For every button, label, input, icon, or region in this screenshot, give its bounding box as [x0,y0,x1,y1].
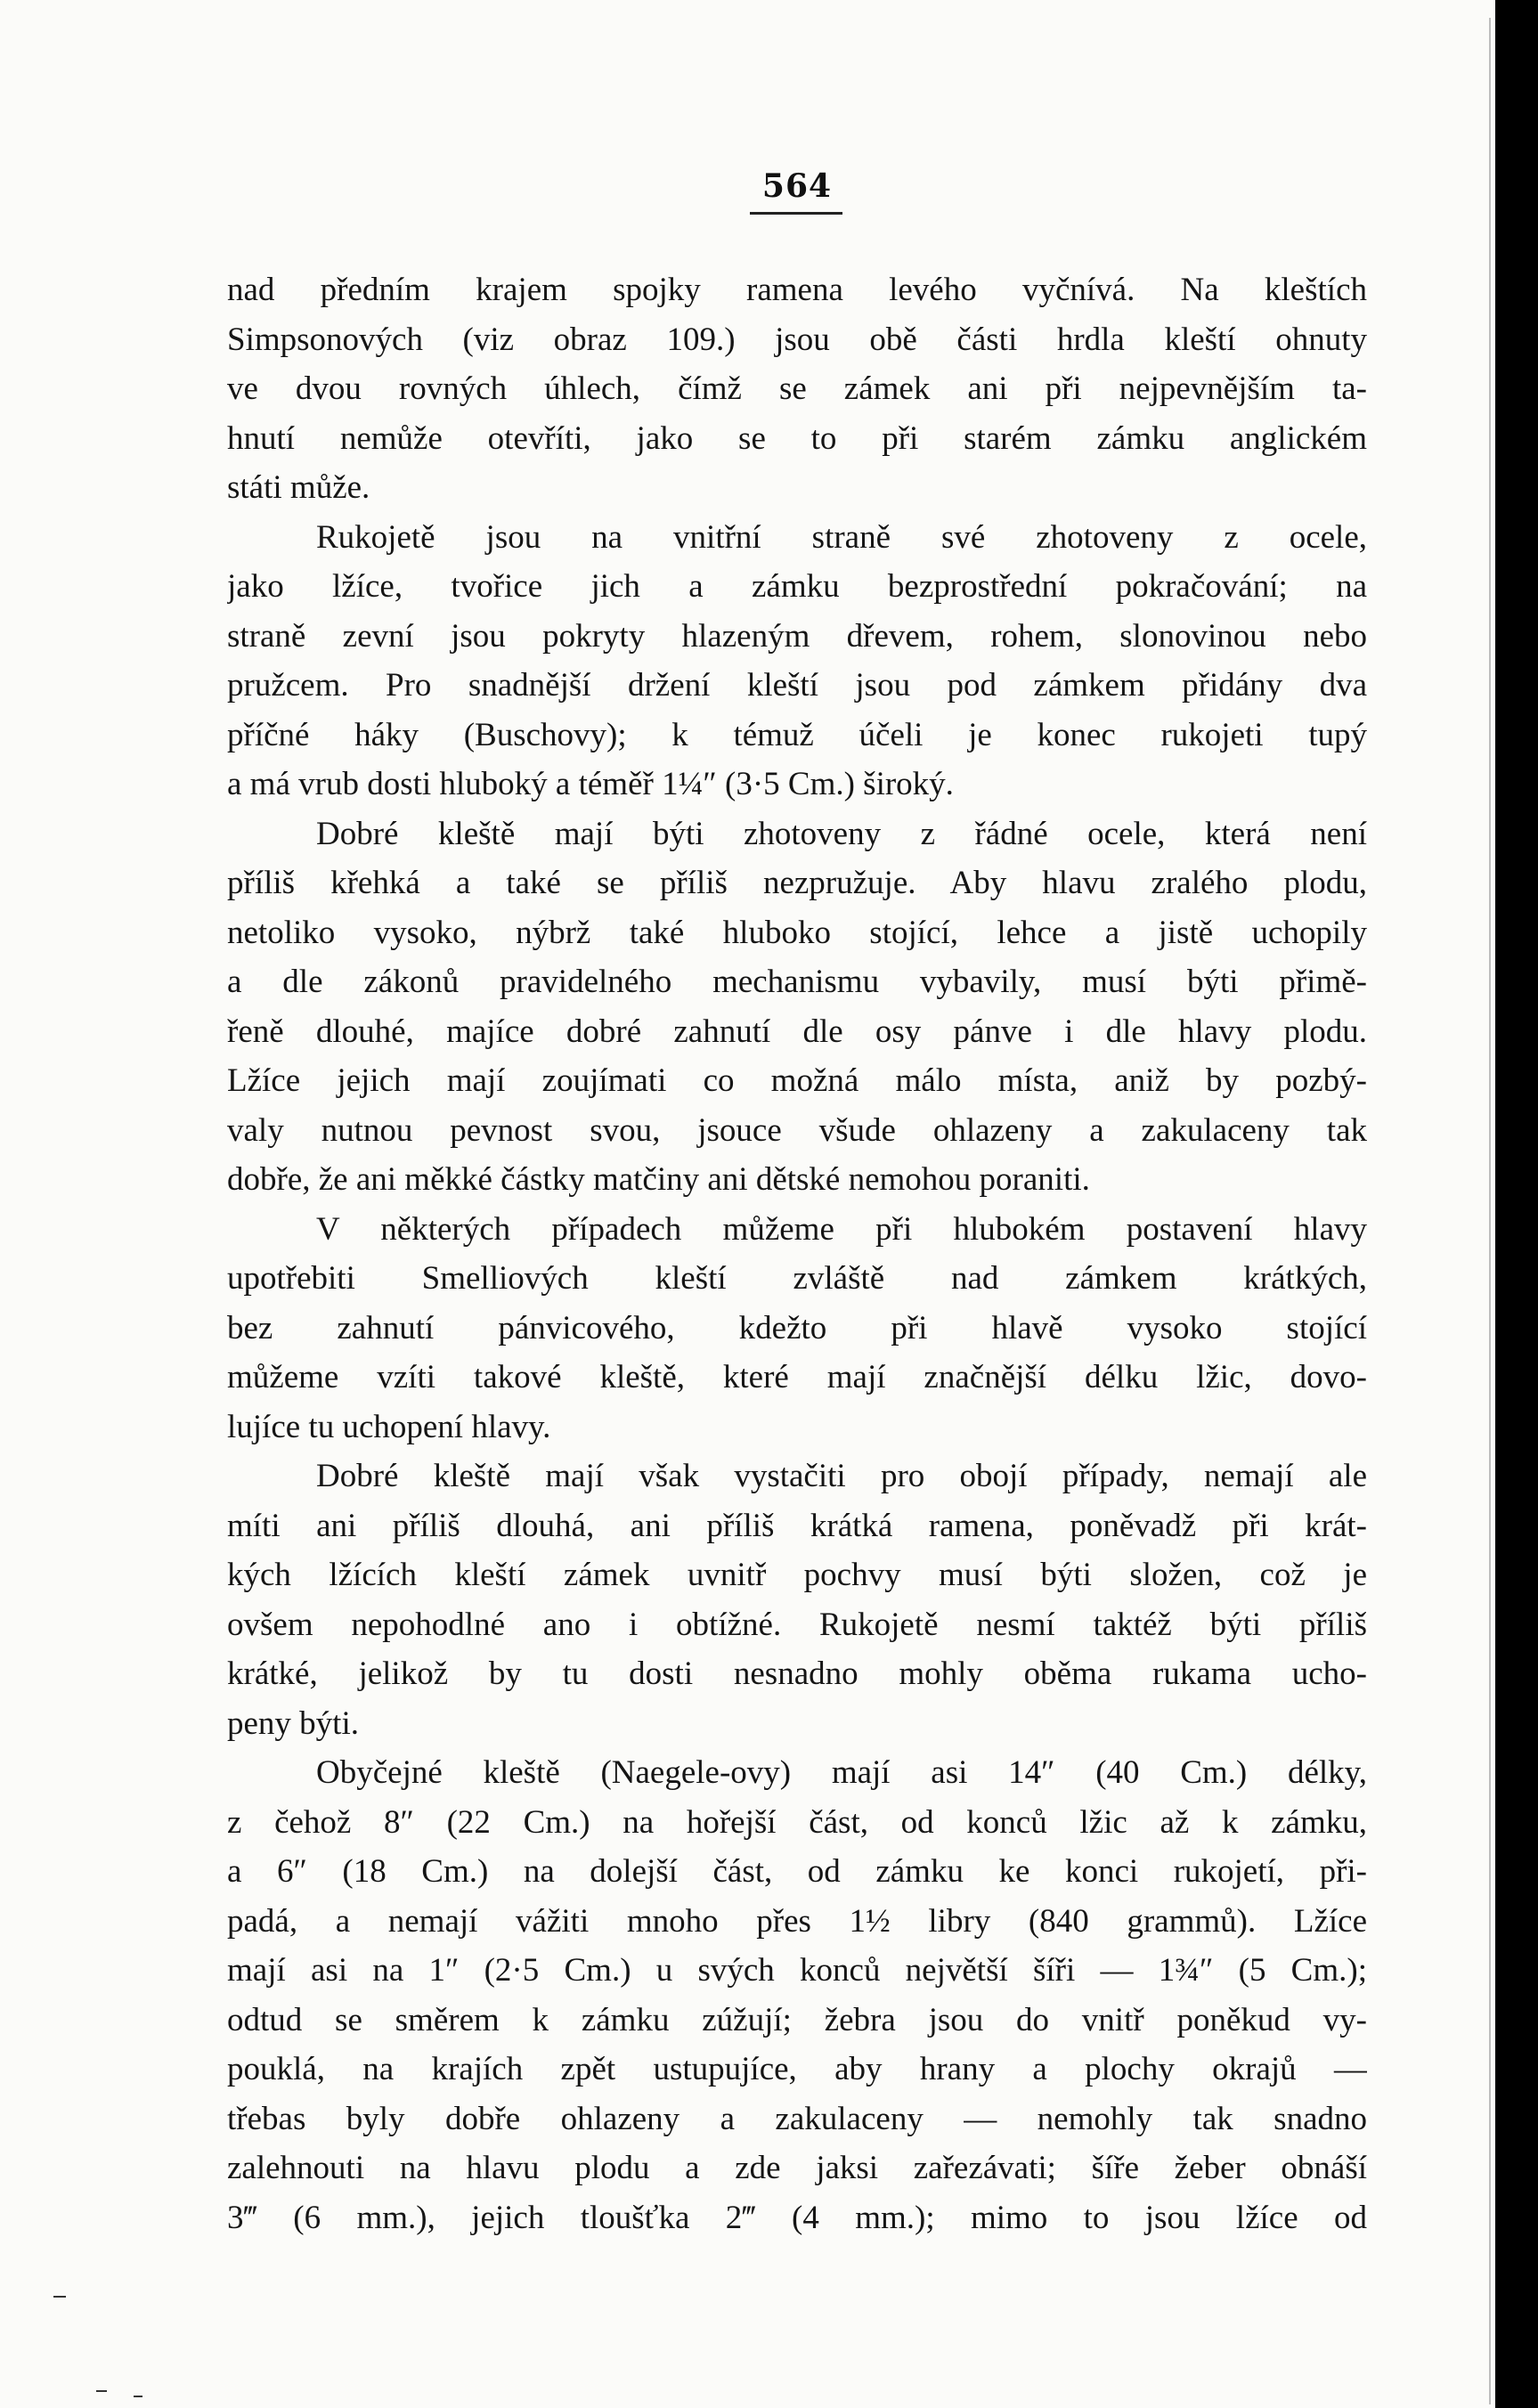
text-line: zalehnouti na hlavu plodu a zde jaksi zařezávati; šíře žeber obnáší [227,2150,1367,2186]
text-line: Dobré kleště mají však vystačiti pro obojí případy, nemají ale [316,1458,1367,1494]
text-line: ovšem nepohodlné ano i obtížné. Rukojetě nesmí taktéž býti příliš [227,1606,1367,1643]
text-line: V některých případech můžeme při hlubokém postavení hlavy [316,1210,1367,1248]
text-line: příčné háky (Buschovy); k témuž účeli je konec rukojeti tupý [227,716,1367,753]
text-line: Dobré kleště mají býti zhotoveny z řádné ocele, která není [316,815,1367,852]
scan-speck-mark [53,2296,66,2298]
text-line: pouklá, na krajích zpět ustupujíce, aby hrany a plochy okrajů — [227,2051,1367,2087]
text-line: Rukojetě jsou na vnitřní straně své zhotoveny z ocele, [316,518,1367,556]
text-line: ve dvou rovných úhlech, čímž se zámek ani při nejpevnějším ta- [227,370,1367,407]
body-text [227,265,1367,2242]
scan-speck-mark [134,2396,142,2397]
text-line: a dle zákonů pravidelného mechanismu vybavily, musí býti přimě- [227,964,1367,1000]
text-line: státi může. [227,469,370,506]
text-line: padá, a nemají vážiti mnoho přes 1½ libry (840 grammů). Lžíce [227,1902,1367,1940]
text-line: mají asi na 1″ (2·5 Cm.) u svých konců největší šíři — 1¾″ (5 Cm.); [227,1952,1367,1989]
text-line: dobře, že ani měkké částky matčiny ani dětské nemohou poraniti. [227,1161,1090,1198]
text-line: třebas byly dobře ohlazeny a zakulaceny — nemohly tak snadno [227,2100,1367,2137]
text-line: můžeme vzíti takové kleště, které mají značnější délku lžic, dovo- [227,1359,1367,1395]
text-line: z čehož 8″ (22 Cm.) na hořejší část, od konců lžic až k zámku, [227,1803,1367,1841]
text-line: jako lžíce, tvořice jich a zámku bezprostřední pokračování; na [227,568,1367,605]
text-line: míti ani příliš dlouhá, ani příliš krátká ramena, poněvadž při krát- [227,1507,1367,1544]
text-line: Obyčejné kleště (Naegele-ovy) mají asi 14″ (40 Cm.) délky, [316,1754,1367,1791]
page-number-underline [750,212,842,215]
text-line: upotřebiti Smelliových kleští zvláště nad zámkem krátkých, [227,1260,1367,1297]
text-line: bez zahnutí pánvicového, kdežto při hlavě vysoko stojící [227,1309,1367,1346]
text-line: Lžíce jejich mají zoujímati co možná málo místa, aniž by pozbý- [227,1062,1367,1099]
text-line: odtud se směrem k zámku zúžují; žebra jsou do vnitř poněkud vy- [227,2001,1367,2038]
text-line: pružcem. Pro snadnější držení kleští jsou pod zámkem přidány dva [227,667,1367,704]
text-line: nad předním krajem spojky ramena levého vyčnívá. Na kleštích [227,272,1367,308]
text-line: Simpsonových (viz obraz 109.) jsou obě části hrdla kleští ohnuty [227,321,1367,358]
page-edge-line [1489,18,1491,2404]
text-line: lujíce tu uchopení hlavy. [227,1408,551,1445]
text-line: příliš křehká a také se příliš nezpružuje. Aby hlavu zralého plodu, [227,865,1367,901]
text-line: 3‴ (6 mm.), jejich tloušťka 2‴ (4 mm.); mimo to jsou lžíce od [227,2199,1367,2236]
text-line: peny býti. [227,1704,359,1742]
text-line: straně zevní jsou pokryty hlazeným dřevem, rohem, slonovinou nebo [227,617,1367,655]
text-line: netoliko vysoko, nýbrž také hluboko stojící, lehce a jistě uchopily [227,914,1367,951]
text-line: řeně dlouhé, majíce dobré zahnutí dle osy pánve i dle hlavy plodu. [227,1013,1367,1050]
text-line: a má vrub dosti hluboký a téměř 1¼″ (3·5 Cm.) široký. [227,766,954,802]
page-number: 564 [761,167,833,205]
text-line: krátké, jelikož by tu dosti nesnadno mohly oběma rukama ucho- [227,1656,1367,1692]
text-line: valy nutnou pevnost svou, jsouce všude ohlazeny a zakulaceny tak [227,1111,1367,1149]
scan-speck-mark [96,2390,107,2392]
text-line: kých lžících kleští zámek uvnitř pochvy musí býti složen, což je [227,1557,1367,1593]
text-line: hnutí nemůže otevříti, jako se to při starém zámku anglickém [227,419,1367,457]
text-line: a 6″ (18 Cm.) na dolejší část, od zámku ke konci rukojetí, při- [227,1853,1367,1890]
